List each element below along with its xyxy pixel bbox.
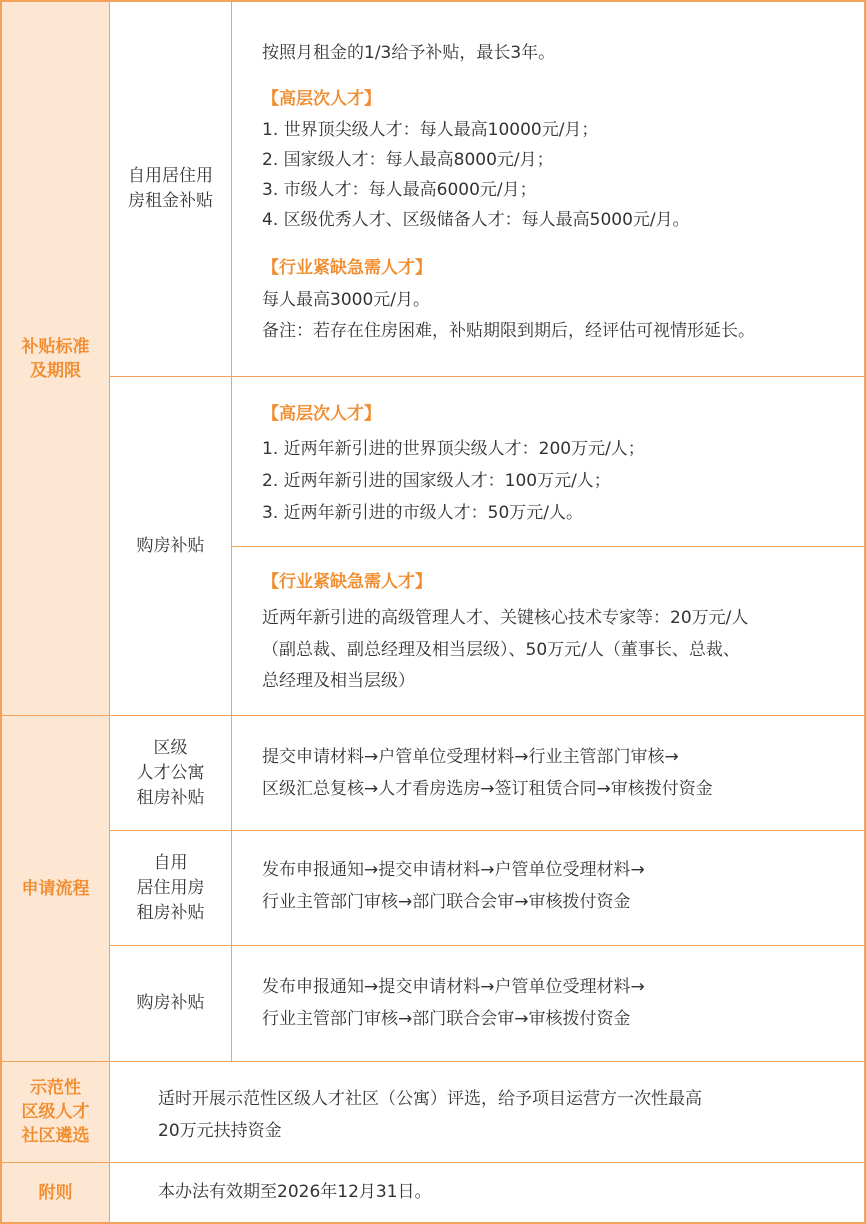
purchase-shortage-item-3: 总经理及相当层级） <box>262 671 415 691</box>
rent-high-item-3: 3. 市级人才：每人最高6000元/月； <box>262 180 537 200</box>
content-demo <box>110 1062 864 1162</box>
process-2-label-line-3: 租房补贴 <box>136 902 205 923</box>
divider-process-1 <box>110 830 866 831</box>
process-3-label-text: 购房补贴 <box>136 993 205 1013</box>
label-rent-line-2: 房租金补贴 <box>128 191 213 211</box>
divider-demo-appendix <box>0 1162 866 1163</box>
process-2-label-line-2: 居住用房 <box>136 877 205 898</box>
demo-line-1: 适时开展示范性区级人才社区（公寓）评选，给予项目运营方一次性最高 <box>158 1089 702 1109</box>
purchase-shortage-title: 【行业紧缺急需人才】 <box>262 572 432 592</box>
border-left <box>0 0 2 1224</box>
category-appendix-text: 附则 <box>38 1182 73 1203</box>
content-rent-subsidy <box>232 2 864 376</box>
process-1-label-line-1: 区级 <box>153 737 188 758</box>
demo-line-2: 20万元扶持资金 <box>158 1121 282 1141</box>
process-3-line-1: 发布申报通知→提交申请材料→户管单位受理材料→ <box>262 977 645 997</box>
content-process-purchase <box>232 946 864 1061</box>
process-3-line-2: 行业主管部门审核→部门联合会审→审核拨付资金 <box>262 1009 631 1029</box>
purchase-high-item-1: 1. 近两年新引进的世界顶尖级人才：200万元/人； <box>262 439 645 459</box>
process-1-line-2: 区级汇总复核→人才看房选房→签订租赁合同→审核拨付资金 <box>262 779 713 799</box>
label-purchase-text: 购房补贴 <box>136 535 205 556</box>
content-process-rent <box>232 831 864 945</box>
category-demo-line-3: 社区遴选 <box>21 1126 90 1146</box>
process-1-line-1: 提交申请材料→户管单位受理材料→行业主管部门审核→ <box>262 747 679 767</box>
process-2-line-1: 发布申报通知→提交申请材料→户管单位受理材料→ <box>262 860 645 880</box>
category-demo-line-2: 区级人才 <box>21 1102 90 1122</box>
border-top <box>0 0 866 2</box>
category-subsidy <box>2 2 109 715</box>
divider-purchase-inner <box>232 546 866 547</box>
label-process-rent <box>110 831 231 945</box>
rent-high-item-2: 2. 国家级人才：每人最高8000元/月； <box>262 150 554 170</box>
content-process-apartment <box>232 716 864 830</box>
rent-high-item-1: 1. 世界顶尖级人才：每人最高10000元/月； <box>262 120 599 140</box>
label-rent-line-1: 自用居住用 <box>128 166 213 186</box>
divider-subsidy-process <box>0 715 866 716</box>
category-subsidy-line-1: 补贴标准 <box>21 336 90 357</box>
label-rent-subsidy <box>110 2 231 376</box>
purchase-high-title: 【高层次人才】 <box>262 404 381 424</box>
content-appendix <box>110 1163 864 1222</box>
category-process-text: 申请流程 <box>21 878 90 899</box>
rent-shortage-title: 【行业紧缺急需人才】 <box>262 258 432 278</box>
category-process <box>2 716 109 1061</box>
divider-process-demo <box>0 1061 866 1062</box>
divider-col-2-upper <box>231 0 232 1062</box>
process-2-line-2: 行业主管部门审核→部门联合会审→审核拨付资金 <box>262 892 631 912</box>
purchase-high-item-2: 2. 近两年新引进的国家级人才：100万元/人； <box>262 471 611 491</box>
process-1-label-line-3: 租房补贴 <box>136 787 205 808</box>
category-appendix <box>2 1163 109 1222</box>
category-demo-line-1: 示范性 <box>30 1078 81 1098</box>
purchase-high-item-3: 3. 近两年新引进的市级人才：50万元/人。 <box>262 503 583 523</box>
category-subsidy-line-2: 及期限 <box>30 360 81 381</box>
divider-process-2 <box>110 945 866 946</box>
label-process-apartment <box>110 716 231 830</box>
process-1-label-line-2: 人才公寓 <box>136 762 205 783</box>
label-process-purchase <box>110 946 231 1061</box>
purchase-shortage-item-2: （副总裁、副总经理及相当层级）、50万元/人（董事长、总裁、 <box>262 640 740 660</box>
divider-rent-purchase <box>110 376 866 377</box>
process-2-label-line-1: 自用 <box>153 852 188 873</box>
content-purchase-high <box>232 377 864 546</box>
divider-col-1 <box>109 0 110 1224</box>
content-purchase-shortage <box>232 547 864 715</box>
category-demo <box>2 1062 109 1162</box>
label-purchase-subsidy <box>110 377 231 715</box>
rent-intro: 按照月租金的1/3给予补贴，最长3年。 <box>262 43 556 63</box>
rent-shortage-item-2: 备注：若存在住房困难，补贴期限到期后，经评估可视情形延长。 <box>262 321 755 341</box>
appendix-text: 本办法有效期至2026年12月31日。 <box>158 1182 432 1202</box>
purchase-shortage-item-1: 近两年新引进的高级管理人才、关键核心技术专家等：20万元/人 <box>262 608 749 628</box>
rent-high-item-4: 4. 区级优秀人才、区级储备人才：每人最高5000元/月。 <box>262 210 690 230</box>
rent-high-title: 【高层次人才】 <box>262 89 381 109</box>
rent-shortage-item-1: 每人最高3000元/月。 <box>262 290 430 310</box>
